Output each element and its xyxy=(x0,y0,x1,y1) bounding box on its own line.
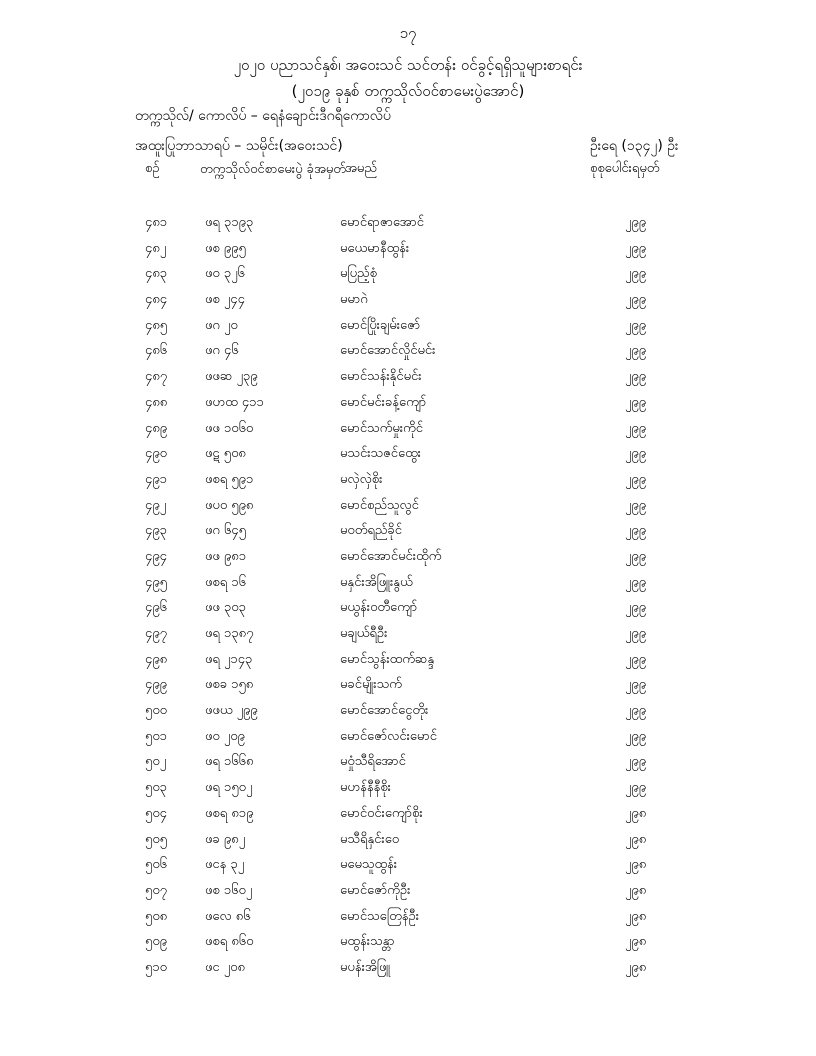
row-student-name: မောင်ရာဇာအောင် xyxy=(340,215,424,230)
row-roll-number: ဖဝ ၂၀၉ xyxy=(205,728,245,744)
table-row xyxy=(0,621,816,647)
row-roll-number: ဖဋ ၅၀၈ xyxy=(205,446,246,462)
row-serial-number: ၄၈၇ xyxy=(145,369,168,385)
row-roll-number: ဖဖ ၁၀၆၀ xyxy=(205,420,254,436)
table-row xyxy=(0,210,816,236)
row-total-mark: ၂၉၉ xyxy=(625,780,647,796)
row-serial-number: ၄၈၈ xyxy=(145,394,168,410)
total-count: ဦးရေ (၁၃၄၂) ဦး xyxy=(590,138,679,154)
row-serial-number: ၅၀၉ xyxy=(145,934,167,950)
row-student-name: မဝှုံသီရိအောင် xyxy=(340,754,406,770)
row-roll-number: ဖစရ ၈၁၉ xyxy=(205,805,254,821)
row-roll-number: ဖငန ၃၂ xyxy=(205,857,245,873)
row-total-mark: ၂၉၉ xyxy=(625,574,647,590)
row-roll-number: ဖခ ၉၈၂ xyxy=(205,831,245,847)
row-student-name: မမေသူထွန်း xyxy=(340,857,398,873)
table-row xyxy=(0,364,816,390)
row-roll-number: ဖဂ ၆၄၅ xyxy=(205,523,246,539)
row-serial-number: ၅၀၄ xyxy=(145,805,167,821)
row-serial-number: ၄၈၉ xyxy=(145,420,168,436)
row-total-mark: ၂၉၉ xyxy=(625,446,647,462)
row-roll-number: ဖစရ ၈၆၀ xyxy=(205,934,254,950)
column-header-name: အမည် xyxy=(345,161,377,176)
row-roll-number: ဖဖဆ ၂၃၉ xyxy=(205,369,258,385)
table-row xyxy=(0,518,816,544)
row-serial-number: ၄၉၃ xyxy=(145,523,167,539)
table-row xyxy=(0,261,816,287)
row-student-name: မောင်စည်သူလွင် xyxy=(340,497,419,513)
row-total-mark: ၂၉၉ xyxy=(625,317,647,333)
row-total-mark: ၂၉၉ xyxy=(625,703,647,719)
row-total-mark: ၂၉၉ xyxy=(625,523,647,539)
table-row xyxy=(0,287,816,313)
row-student-name: မောင်သတြေန်ဦး xyxy=(340,908,420,924)
row-roll-number: ဖဖ ၉၈၁ xyxy=(205,548,247,564)
row-roll-number: ဖစ ၂၄၄ xyxy=(205,292,245,308)
row-roll-number: ဖဂ ၂၀ xyxy=(205,317,238,333)
table-row xyxy=(0,647,816,673)
column-header-total-mark: စုစုပေါင်းရမှတ် xyxy=(590,161,660,176)
table-row xyxy=(0,236,816,262)
row-student-name: မောင်ပြိုးချမ်းဇော် xyxy=(340,317,421,333)
row-student-name: မောင်ဇော်ကိုဦး xyxy=(340,882,411,898)
row-roll-number: ဖရ ၂၁၄၃ xyxy=(205,651,253,667)
row-serial-number: ၅၀၈ xyxy=(145,908,168,924)
row-student-name: မောင်သက်မှုးကိုင် xyxy=(340,420,423,436)
row-total-mark: ၂၉၈ xyxy=(625,831,647,847)
row-student-name: မောင်မင်းခန့်ကျော် xyxy=(340,394,427,410)
row-total-mark: ၂၉၈ xyxy=(625,882,647,898)
row-serial-number: ၄၉၁ xyxy=(145,471,167,487)
row-student-name: မချယ်ရီဦး xyxy=(340,626,388,641)
row-student-name: မထွန်းသန္တာ xyxy=(340,934,395,950)
row-roll-number: ဖစခ ၁၅၈ xyxy=(205,677,254,693)
row-total-mark: ၂၉၈ xyxy=(625,934,647,950)
table-row xyxy=(0,570,816,596)
table-row xyxy=(0,827,816,853)
page-subtitle: (၂၀၁၉ ခုနှစ် တက္ကသိုလ်ဝင်စာမေးပွဲအောင်) xyxy=(291,82,525,100)
table-row xyxy=(0,955,816,981)
row-serial-number: ၄၉၉ xyxy=(145,677,167,693)
row-total-mark: ၂၉၈ xyxy=(625,857,647,873)
table-row xyxy=(0,672,816,698)
row-serial-number: ၅၀၆ xyxy=(145,857,167,873)
row-serial-number: ၄၉၀ xyxy=(145,446,167,462)
row-roll-number: ဖလေ ၈၆ xyxy=(205,908,251,924)
table-row xyxy=(0,775,816,801)
column-header-roll: တက္ကသိုလ်ဝင်စာမေးပွဲ ခုံအမှတ် xyxy=(200,162,346,177)
table-row xyxy=(0,852,816,878)
row-serial-number: ၅၀၃ xyxy=(145,780,167,796)
row-student-name: မသင်းသဇင်ထွေး xyxy=(340,446,421,462)
row-roll-number: ဖဖယ ၂၉၉ xyxy=(205,703,258,719)
table-row xyxy=(0,313,816,339)
row-total-mark: ၂၉၈ xyxy=(625,805,647,821)
row-student-name: မောင်အောင်မင်းထိုက် xyxy=(340,548,442,564)
row-roll-number: ဖင ၂၀၈ xyxy=(205,959,245,975)
row-total-mark: ၂၉၉ xyxy=(625,420,647,436)
row-total-mark: ၂၉၉ xyxy=(625,677,647,693)
row-total-mark: ၂၉၉ xyxy=(625,292,647,308)
page-title: ၂၀၂၀ ပညာသင်နှစ်၊ အဝေးသင် သင်တန်း ဝင်ခွင့်ရရှိသူများစာရင်း xyxy=(233,56,583,74)
row-roll-number: ဖရ ၁၅၀၂ xyxy=(205,780,253,796)
row-serial-number: ၄၉၅ xyxy=(145,574,167,590)
table-row xyxy=(0,801,816,827)
table-row xyxy=(0,595,816,621)
subject-line: အထူးပြုဘာသာရပ် – သမိုင်း(အဝေးသင်) xyxy=(135,138,343,154)
row-student-name: မယေမာနီထွန်း xyxy=(340,240,410,256)
table-row xyxy=(0,390,816,416)
university-line: တက္ကသိုလ်/ ကောလိပ် – ရေနံချောင်းဒီဂရီကောလိပ် xyxy=(135,108,391,124)
row-total-mark: ၂၉၉ xyxy=(625,343,647,359)
row-roll-number: ဖဂ ၄၆ xyxy=(205,343,239,359)
row-serial-number: ၅၀၇ xyxy=(145,882,167,898)
table-row xyxy=(0,698,816,724)
row-student-name: မနှင်းအိဖြူးနွယ် xyxy=(340,574,413,590)
row-total-mark: ၂၉၈ xyxy=(625,959,647,975)
table-row xyxy=(0,493,816,519)
row-student-name: မောင်သန်းနိုင်မင်း xyxy=(340,369,422,385)
row-total-mark: ၂၉၉ xyxy=(625,369,647,385)
row-total-mark: ၂၉၉ xyxy=(625,651,647,667)
row-roll-number: ဖစရ ၅၉၁ xyxy=(205,471,254,487)
row-serial-number: ၄၉၄ xyxy=(145,548,167,564)
row-serial-number: ၄၉၂ xyxy=(145,497,167,513)
row-serial-number: ၄၈၁ xyxy=(145,215,168,230)
table-row xyxy=(0,878,816,904)
row-student-name: မမာဂဲ xyxy=(340,292,368,308)
row-total-mark: ၂၉၈ xyxy=(625,908,647,924)
row-total-mark: ၂၉၉ xyxy=(625,215,647,230)
table-row xyxy=(0,724,816,750)
row-serial-number: ၅၀၅ xyxy=(145,831,167,847)
row-serial-number: ၄၈၃ xyxy=(145,266,168,282)
table-row xyxy=(0,338,816,364)
row-serial-number: ၅၀၀ xyxy=(145,703,167,719)
results-list xyxy=(0,210,816,981)
row-roll-number: ဖပဝ ၅၉၈ xyxy=(205,497,254,513)
table-row xyxy=(0,749,816,775)
row-roll-number: ဖစ ၁၆၀၂ xyxy=(205,882,253,898)
row-student-name: မခင်မျိုးသက် xyxy=(340,677,402,693)
table-row xyxy=(0,441,816,467)
table-row xyxy=(0,929,816,955)
row-student-name: မလှဲလှဲစိုး xyxy=(340,471,383,487)
row-roll-number: ဖစရ ၁၆ xyxy=(205,574,246,590)
column-header-sn: စဉ် xyxy=(145,161,160,176)
row-serial-number: ၄၉၆ xyxy=(145,600,167,616)
row-total-mark: ၂၉၉ xyxy=(625,394,647,410)
table-row xyxy=(0,416,816,442)
row-student-name: မဟန်နီနီစိုး xyxy=(340,780,391,796)
row-total-mark: ၂၉၉ xyxy=(625,754,647,770)
row-total-mark: ၂၉၉ xyxy=(625,471,647,487)
table-row xyxy=(0,467,816,493)
row-student-name: မောင်ဇော်လင်းမောင် xyxy=(340,728,437,744)
row-total-mark: ၂၉၉ xyxy=(625,728,647,744)
row-roll-number: ဖဖ ၃၀၃ xyxy=(205,600,246,616)
row-roll-number: ဖရ ၃၁၉၃ xyxy=(205,215,254,230)
row-serial-number: ၄၉၇ xyxy=(145,626,167,641)
row-total-mark: ၂၉၉ xyxy=(625,266,647,282)
row-serial-number: ၄၈၅ xyxy=(145,317,168,333)
row-student-name: မဝတ်ရည်ခိုင် xyxy=(340,523,402,539)
row-student-name: မောင်အောင်လှိုင်မင်း xyxy=(340,343,436,359)
row-student-name: မယွန်းဝတီကျော် xyxy=(340,600,418,616)
table-row xyxy=(0,904,816,930)
row-student-name: မပန်းအိဖြူ xyxy=(340,959,391,975)
page-number: ၁၇ xyxy=(399,24,417,42)
row-serial-number: ၄၈၂ xyxy=(145,240,167,256)
row-student-name: မောင်အောင်ငွေတိုး xyxy=(340,703,429,719)
row-roll-number: ဖစ ၉၉၅ xyxy=(205,240,246,256)
row-total-mark: ၂၉၉ xyxy=(625,626,647,641)
row-serial-number: ၅၀၁ xyxy=(145,728,167,744)
row-serial-number: ၄၈၆ xyxy=(145,343,168,359)
row-roll-number: ဖရ ၁၃၈၇ xyxy=(205,626,254,641)
row-roll-number: ဖဟထ ၄၁၁ xyxy=(205,394,264,410)
row-total-mark: ၂၉၉ xyxy=(625,600,647,616)
row-total-mark: ၂၉၉ xyxy=(625,240,647,256)
table-row xyxy=(0,544,816,570)
row-serial-number: ၄၈၄ xyxy=(145,292,168,308)
row-roll-number: ဖဝ ၃၂၆ xyxy=(205,266,245,282)
row-serial-number: ၄၉၈ xyxy=(145,651,168,667)
row-serial-number: ၅၁၀ xyxy=(145,959,167,975)
row-student-name: မောင်သွန်းထက်ဆန္ဒ xyxy=(340,651,435,667)
row-serial-number: ၅၀၂ xyxy=(145,754,167,770)
row-total-mark: ၂၉၉ xyxy=(625,497,647,513)
row-roll-number: ဖရ ၁၆၆၈ xyxy=(205,754,254,770)
row-student-name: မောင်ဝင်းကျော်စိုး xyxy=(340,805,423,821)
row-student-name: မသီရိနှင်းဝေ xyxy=(340,831,400,847)
row-student-name: မပြည့်စုံ xyxy=(340,266,377,282)
row-total-mark: ၂၉၉ xyxy=(625,548,647,564)
